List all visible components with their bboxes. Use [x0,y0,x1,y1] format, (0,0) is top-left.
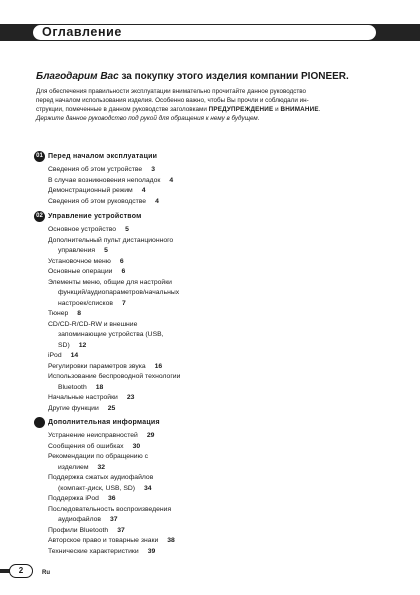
toc-entry-text-continued [48,299,364,310]
toc-entry-text: Последовательность воспроизведения [48,505,172,513]
section-title: Управление устройством [48,213,142,220]
toc-page-number: 38 [167,537,175,544]
toc-entry-text-continued [48,246,364,257]
toc-entry[interactable] [34,442,364,453]
language-code: Ru [42,570,50,576]
toc-entry-text-continued [48,515,364,526]
intro-heading [36,71,349,82]
toc-page-number: 6 [121,268,126,275]
toc-entry-text: Демонстрационный режим [48,187,133,194]
toc-page-number: 34 [144,484,152,492]
section-title: Дополнительная информация [48,419,160,426]
toc-entry[interactable] [34,186,364,197]
toc-page-number: 36 [107,495,116,502]
toc-section-additional-info [34,417,364,557]
toc-entry-text: Рекомендации по обращению с [48,453,148,460]
toc-entry[interactable] [34,536,364,547]
toc-page-number: 3 [151,166,155,173]
section-number-badge: 01 [34,151,45,162]
section-heading [34,211,364,222]
intro-heading-italic: Благодарим Вас [36,71,119,82]
section-number-badge [34,417,45,428]
page-number: 2 [9,564,33,578]
toc-entry-text-continued [48,383,364,394]
toc-entry[interactable] [34,505,364,526]
toc-entry-text: Сведения об этом руководстве [48,197,147,205]
intro-line-3 [36,105,386,114]
toc-page-number: 4 [141,187,146,194]
toc-entry-list [34,165,364,207]
toc-entry-text-wrap: изделием [58,463,89,471]
toc-entry-text-wrap: настроек/списков [58,299,113,307]
toc-page-number: 4 [169,176,174,184]
toc-page-number: 23 [126,394,135,401]
toc-page-number: 5 [125,226,129,233]
toc-page-number: 14 [70,352,79,359]
toc-page-number: 6 [119,257,124,265]
section-heading [34,151,364,162]
toc-entry[interactable] [34,197,364,208]
toc-entry[interactable] [34,351,364,362]
toc-entry-text: Тюнер [48,310,69,317]
toc-page-number: 32 [97,463,106,471]
toc-page-number: 4 [155,197,159,205]
toc-entry-text-wrap: управления [58,247,96,254]
toc-entry-text-wrap: SD) [58,341,70,349]
toc-entry-text: iPod [48,352,62,359]
toc-entry[interactable] [34,494,364,505]
toc-entry-text-continued [48,330,364,341]
toc-page-number: 18 [95,383,104,391]
toc-entry-text: Поддержка iPod [48,495,99,502]
toc-entry-text-wrap: (компакт-диск, USB, SD) [58,484,136,492]
toc-entry-text: Элементы меню, общие для настройки [48,278,172,286]
toc-entry[interactable] [34,473,364,494]
toc-entry-text: Использование беспроводной технологии [48,373,181,380]
toc-entry-text: Сообщения об ошибках [48,442,124,450]
toc-entry-text-continued [48,484,364,495]
caution-label: ПРЕДУПРЕЖДЕНИЕ [208,106,274,113]
intro-line-3-start: струкции, помеченные в данном руководстве заголовками [36,106,209,113]
section-title: Перед началом эксплуатации [48,153,158,160]
toc-page-number: 5 [104,247,108,254]
toc-section-operation [34,211,364,414]
toc-entry-text: Дополнительный пульт дистанционного [48,236,174,244]
toc-entry-text: Профили Bluetooth [48,526,109,534]
toc-entry-text: Установочное меню [48,257,111,265]
toc-entry[interactable] [34,431,364,442]
toc-entry-text-continued [48,341,364,352]
toc-entry-text: Основные операции [48,268,113,275]
page-title: Оглавление [42,25,122,39]
toc-entry-text: В случае возникновения неполадок [48,176,161,184]
toc-entry[interactable] [34,372,364,393]
toc-page-number: 37 [110,516,118,523]
intro-line-1: Для обеспечения правильности эксплуатации внимательно прочитайте данное руководство [36,88,307,95]
toc-page-number: 16 [154,362,163,370]
attention-label: ВНИМАНИЕ [280,106,319,113]
toc-entry-text: Начальные настройки [48,394,118,401]
toc-page-number: 30 [132,442,141,450]
toc-entry-text: Технические характеристики [48,547,139,555]
toc-entry[interactable] [34,404,364,415]
toc-page-number: 25 [107,404,116,412]
intro-and: и [273,106,281,113]
toc-entry-list [34,225,364,414]
toc-page-number: 8 [77,310,82,317]
section-number-badge: 02 [34,211,45,222]
toc-entry-text: Поддержка сжатых аудиофайлов [48,474,154,481]
toc-entry[interactable] [34,236,364,257]
toc-entry-text-wrap: Bluetooth [58,383,87,391]
toc-entry[interactable] [34,547,364,558]
toc-entry-text-wrap: запоминающие устройства (USB, [58,331,164,338]
toc-entry-text-continued [48,288,364,299]
toc-section-before-use [34,151,364,207]
toc-entry[interactable] [34,176,364,187]
intro-paragraph [36,87,386,123]
toc-page-number: 37 [117,526,125,534]
toc-page-number: 12 [78,341,87,349]
toc-entry[interactable] [34,257,364,268]
intro-heading-rest: за покупку этого изделия компании PIONEER. [118,71,349,82]
toc-entry[interactable] [34,393,364,404]
toc-entry-text: Другие функции [48,404,99,412]
toc-entry[interactable] [34,278,364,310]
toc-entry-text: CD/CD-R/CD-RW и внешние [48,320,138,328]
toc-entry[interactable] [34,165,364,176]
intro-line-3-end: . [318,106,321,113]
toc-entry-list [34,431,364,557]
toc-entry[interactable] [34,267,364,278]
intro-line-2: перед началом использования изделия. Особенно важно, чтобы Вы прочли и соблюдали ин- [36,97,309,104]
toc-entry[interactable] [34,225,364,236]
toc-entry-text: Сведения об этом устройстве [48,166,143,173]
toc-entry-text: Устранение неисправностей [48,432,138,439]
toc-page-number: 29 [146,432,155,439]
toc-entry-text: Регулировки параметров звука [48,362,146,370]
toc-entry-text: Авторское право и товарные знаки [48,537,159,544]
toc-entry[interactable] [34,526,364,537]
toc-page-number: 39 [147,547,156,555]
toc-page-number: 7 [121,299,126,307]
toc-entry[interactable] [34,452,364,473]
toc-entry[interactable] [34,320,364,352]
intro-line-4: Держите данное руководство под рукой для обращения к нему в будущем. [36,115,260,122]
toc-entry[interactable] [34,309,364,320]
toc-entry-text: Основное устройство [48,226,117,233]
toc-entry-text-continued [48,463,364,474]
toc-entry-text-wrap: аудиофайлов [58,516,102,523]
section-heading [34,417,364,428]
toc-entry[interactable] [34,362,364,373]
toc-entry-text-wrap: функций/аудиопараметров/начальных [58,289,180,296]
